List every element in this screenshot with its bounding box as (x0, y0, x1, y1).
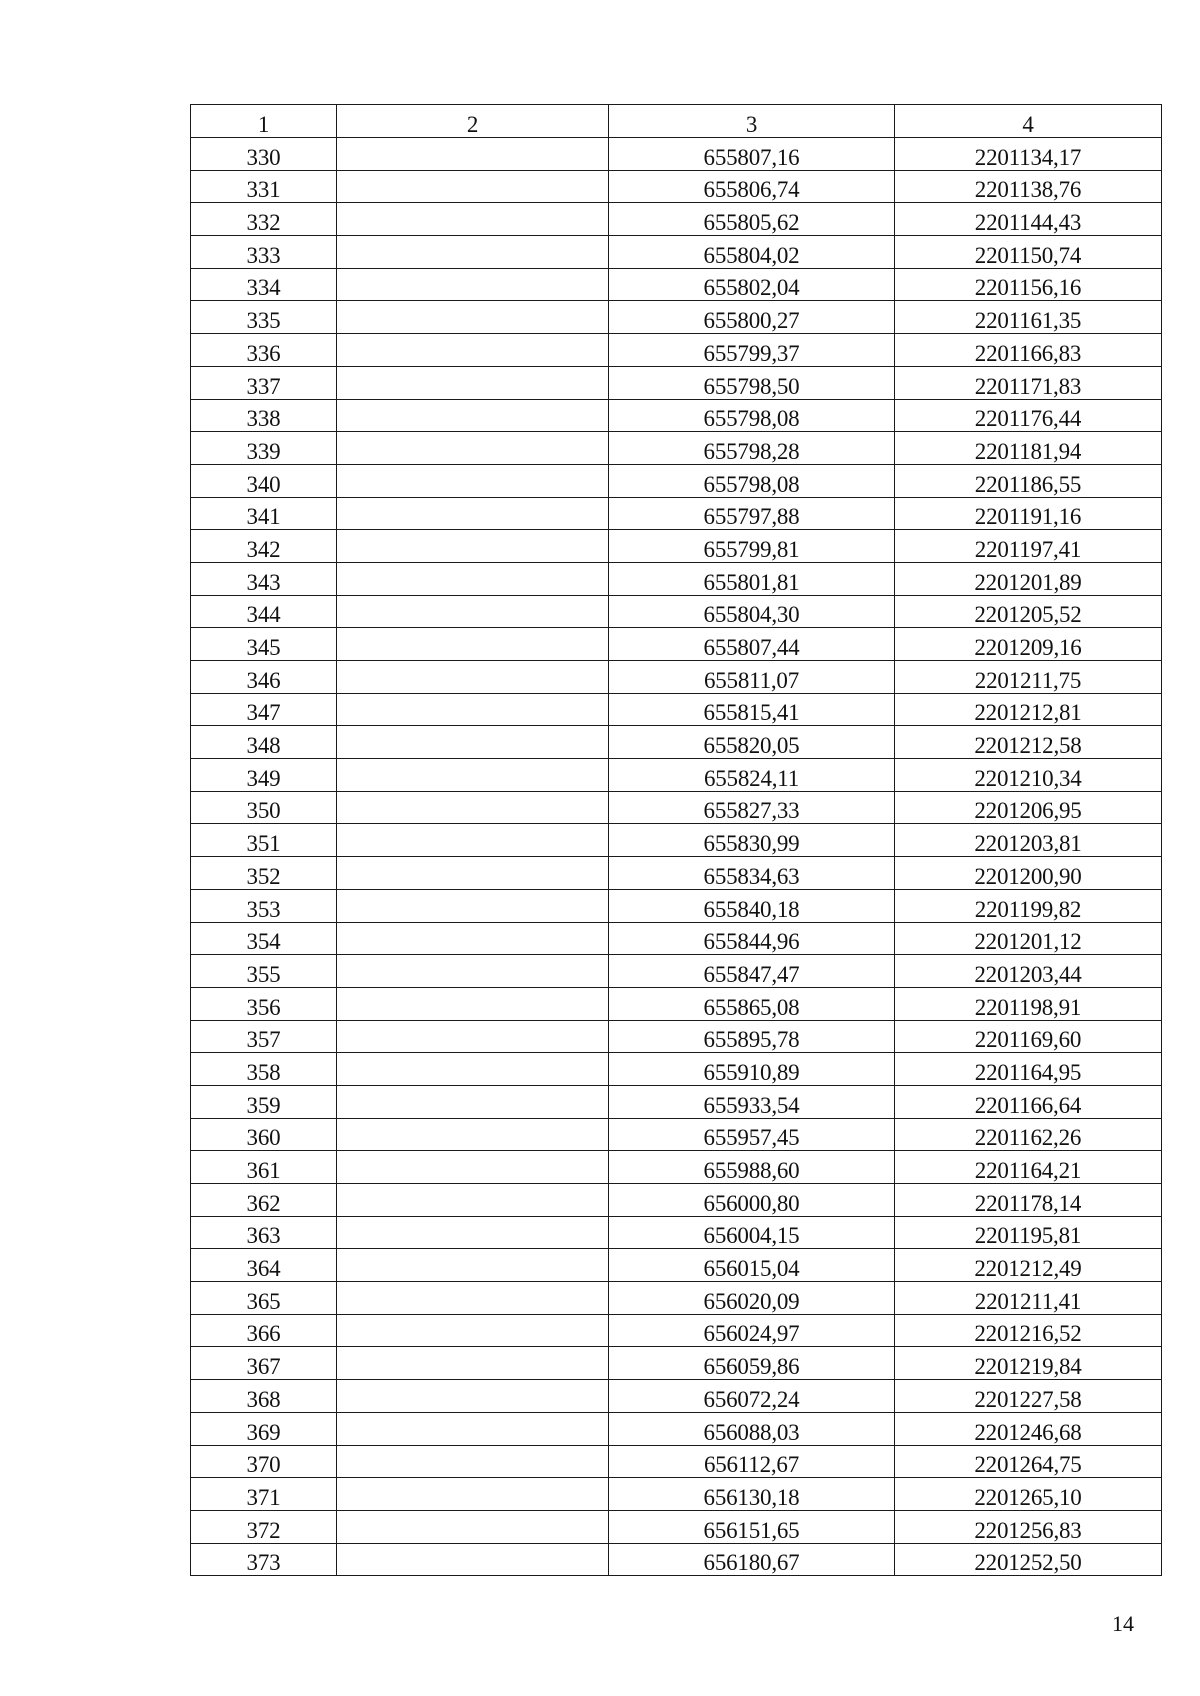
coordinate-y: 2201169,60 (895, 1020, 1162, 1053)
empty-cell (337, 1347, 609, 1380)
point-number: 369 (191, 1412, 337, 1445)
coordinate-x: 656004,15 (609, 1216, 895, 1249)
coordinate-x: 655798,50 (609, 366, 895, 399)
point-number: 339 (191, 432, 337, 465)
point-number: 363 (191, 1216, 337, 1249)
empty-cell (337, 497, 609, 530)
table-row (191, 1314, 1162, 1347)
coordinate-y: 2201166,64 (895, 1085, 1162, 1118)
point-number: 343 (191, 562, 337, 595)
table-row (191, 1085, 1162, 1118)
coordinate-y: 2201162,26 (895, 1118, 1162, 1151)
coordinate-y: 2201219,84 (895, 1347, 1162, 1380)
empty-cell (337, 726, 609, 759)
empty-cell (337, 399, 609, 432)
header-row (191, 105, 1162, 138)
coordinate-y: 2201134,17 (895, 138, 1162, 171)
empty-cell (337, 268, 609, 301)
table-row (191, 268, 1162, 301)
point-number: 341 (191, 497, 337, 530)
coordinate-x: 655957,45 (609, 1118, 895, 1151)
coordinate-x: 656015,04 (609, 1249, 895, 1282)
coordinate-y: 2201186,55 (895, 464, 1162, 497)
point-number: 367 (191, 1347, 337, 1380)
header-col-3: 3 (609, 105, 895, 138)
coordinate-x: 655806,74 (609, 170, 895, 203)
point-number: 338 (191, 399, 337, 432)
coordinate-x: 655824,11 (609, 759, 895, 792)
point-number: 330 (191, 138, 337, 171)
empty-cell (337, 1412, 609, 1445)
coordinate-y: 2201252,50 (895, 1543, 1162, 1576)
coordinate-y: 2201265,10 (895, 1478, 1162, 1511)
coordinate-x: 655804,02 (609, 236, 895, 269)
point-number: 331 (191, 170, 337, 203)
table-row (191, 693, 1162, 726)
point-number: 364 (191, 1249, 337, 1282)
table-row (191, 562, 1162, 595)
header-col-2: 2 (337, 105, 609, 138)
table-row (191, 922, 1162, 955)
table-row (191, 1412, 1162, 1445)
coordinate-y: 2201164,21 (895, 1151, 1162, 1184)
empty-cell (337, 987, 609, 1020)
empty-cell (337, 1282, 609, 1315)
empty-cell (337, 955, 609, 988)
coordinate-x: 655827,33 (609, 791, 895, 824)
table-row (191, 1445, 1162, 1478)
empty-cell (337, 562, 609, 595)
table-row (191, 1184, 1162, 1217)
coordinate-y: 2201191,16 (895, 497, 1162, 530)
table-row (191, 791, 1162, 824)
empty-cell (337, 1085, 609, 1118)
coordinate-y: 2201138,76 (895, 170, 1162, 203)
coordinate-y: 2201201,12 (895, 922, 1162, 955)
point-number: 351 (191, 824, 337, 857)
coordinate-x: 655988,60 (609, 1151, 895, 1184)
empty-cell (337, 595, 609, 628)
point-number: 354 (191, 922, 337, 955)
point-number: 373 (191, 1543, 337, 1576)
empty-cell (337, 824, 609, 857)
coordinate-x: 655802,04 (609, 268, 895, 301)
coordinate-x: 655799,37 (609, 334, 895, 367)
header-col-1: 1 (191, 105, 337, 138)
coordinate-y: 2201206,95 (895, 791, 1162, 824)
point-number: 349 (191, 759, 337, 792)
coordinate-y: 2201200,90 (895, 857, 1162, 890)
coordinate-y: 2201164,95 (895, 1053, 1162, 1086)
coordinate-y: 2201171,83 (895, 366, 1162, 399)
coordinate-x: 655798,08 (609, 399, 895, 432)
coordinate-x: 656059,86 (609, 1347, 895, 1380)
point-number: 366 (191, 1314, 337, 1347)
table-row (191, 1053, 1162, 1086)
empty-cell (337, 693, 609, 726)
coordinate-x: 656088,03 (609, 1412, 895, 1445)
coordinate-y: 2201264,75 (895, 1445, 1162, 1478)
coordinate-y: 2201198,91 (895, 987, 1162, 1020)
empty-cell (337, 1020, 609, 1053)
empty-cell (337, 1118, 609, 1151)
empty-cell (337, 889, 609, 922)
coordinate-y: 2201197,41 (895, 530, 1162, 563)
coordinate-x: 656130,18 (609, 1478, 895, 1511)
point-number: 342 (191, 530, 337, 563)
coordinate-x: 655834,63 (609, 857, 895, 890)
table-row (191, 661, 1162, 694)
table-row (191, 1249, 1162, 1282)
coordinate-x: 655798,28 (609, 432, 895, 465)
coordinate-y: 2201203,44 (895, 955, 1162, 988)
point-number: 358 (191, 1053, 337, 1086)
coordinate-x: 655804,30 (609, 595, 895, 628)
coordinate-x: 656000,80 (609, 1184, 895, 1217)
point-number: 335 (191, 301, 337, 334)
coordinate-y: 2201150,74 (895, 236, 1162, 269)
empty-cell (337, 1510, 609, 1543)
point-number: 371 (191, 1478, 337, 1511)
point-number: 345 (191, 628, 337, 661)
point-number: 365 (191, 1282, 337, 1315)
empty-cell (337, 1216, 609, 1249)
empty-cell (337, 464, 609, 497)
empty-cell (337, 922, 609, 955)
table-row (191, 1478, 1162, 1511)
coordinate-y: 2201156,16 (895, 268, 1162, 301)
point-number: 357 (191, 1020, 337, 1053)
table-row (191, 399, 1162, 432)
empty-cell (337, 1249, 609, 1282)
point-number: 350 (191, 791, 337, 824)
coordinate-y: 2201212,81 (895, 693, 1162, 726)
empty-cell (337, 432, 609, 465)
coordinate-x: 655800,27 (609, 301, 895, 334)
coordinate-x: 655797,88 (609, 497, 895, 530)
empty-cell (337, 661, 609, 694)
coordinate-y: 2201195,81 (895, 1216, 1162, 1249)
point-number: 344 (191, 595, 337, 628)
table-row (191, 464, 1162, 497)
table-row (191, 1282, 1162, 1315)
table-row (191, 595, 1162, 628)
table-row (191, 1151, 1162, 1184)
coordinate-x: 655865,08 (609, 987, 895, 1020)
point-number: 346 (191, 661, 337, 694)
table-row (191, 497, 1162, 530)
table-row (191, 726, 1162, 759)
table-row (191, 987, 1162, 1020)
table-row (191, 1216, 1162, 1249)
coordinates-table (190, 104, 1162, 1576)
empty-cell (337, 1380, 609, 1413)
point-number: 340 (191, 464, 337, 497)
coordinate-x: 655815,41 (609, 693, 895, 726)
coordinate-y: 2201161,35 (895, 301, 1162, 334)
coordinate-x: 655820,05 (609, 726, 895, 759)
coordinate-y: 2201166,83 (895, 334, 1162, 367)
point-number: 355 (191, 955, 337, 988)
coordinate-y: 2201212,49 (895, 1249, 1162, 1282)
table-row (191, 889, 1162, 922)
coordinate-x: 655830,99 (609, 824, 895, 857)
coordinate-y: 2201227,58 (895, 1380, 1162, 1413)
table-row (191, 1510, 1162, 1543)
coordinate-y: 2201216,52 (895, 1314, 1162, 1347)
table-row (191, 759, 1162, 792)
coordinate-y: 2201176,44 (895, 399, 1162, 432)
coordinate-x: 655801,81 (609, 562, 895, 595)
coordinate-y: 2201211,75 (895, 661, 1162, 694)
table-row (191, 432, 1162, 465)
coordinate-y: 2201199,82 (895, 889, 1162, 922)
table-row (191, 236, 1162, 269)
point-number: 359 (191, 1085, 337, 1118)
coordinate-y: 2201256,83 (895, 1510, 1162, 1543)
coordinate-x: 656024,97 (609, 1314, 895, 1347)
coordinate-x: 655805,62 (609, 203, 895, 236)
empty-cell (337, 791, 609, 824)
empty-cell (337, 366, 609, 399)
coordinate-x: 655910,89 (609, 1053, 895, 1086)
coordinate-y: 2201205,52 (895, 595, 1162, 628)
table-body (191, 138, 1162, 1576)
point-number: 370 (191, 1445, 337, 1478)
empty-cell (337, 1543, 609, 1576)
table-row (191, 334, 1162, 367)
coordinate-x: 656020,09 (609, 1282, 895, 1315)
empty-cell (337, 236, 609, 269)
table-row (191, 301, 1162, 334)
table-row (191, 366, 1162, 399)
point-number: 337 (191, 366, 337, 399)
coordinate-x: 655933,54 (609, 1085, 895, 1118)
point-number: 353 (191, 889, 337, 922)
coordinate-x: 656180,67 (609, 1543, 895, 1576)
empty-cell (337, 334, 609, 367)
table-row (191, 1020, 1162, 1053)
coordinate-x: 656112,67 (609, 1445, 895, 1478)
empty-cell (337, 203, 609, 236)
empty-cell (337, 1151, 609, 1184)
coordinate-y: 2201144,43 (895, 203, 1162, 236)
coordinate-y: 2201181,94 (895, 432, 1162, 465)
page-number: 14 (1112, 1611, 1134, 1636)
table-row (191, 530, 1162, 563)
coordinate-y: 2201211,41 (895, 1282, 1162, 1315)
coordinate-x: 656151,65 (609, 1510, 895, 1543)
coordinate-y: 2201212,58 (895, 726, 1162, 759)
coordinate-x: 655811,07 (609, 661, 895, 694)
coordinate-x: 655844,96 (609, 922, 895, 955)
table-row (191, 138, 1162, 171)
empty-cell (337, 1053, 609, 1086)
table-row (191, 1543, 1162, 1576)
point-number: 332 (191, 203, 337, 236)
point-number: 352 (191, 857, 337, 890)
coordinate-x: 655799,81 (609, 530, 895, 563)
table-row (191, 203, 1162, 236)
empty-cell (337, 301, 609, 334)
coordinate-x: 655895,78 (609, 1020, 895, 1053)
coordinate-x: 656072,24 (609, 1380, 895, 1413)
empty-cell (337, 857, 609, 890)
coordinate-y: 2201203,81 (895, 824, 1162, 857)
empty-cell (337, 1445, 609, 1478)
point-number: 368 (191, 1380, 337, 1413)
table-row (191, 628, 1162, 661)
empty-cell (337, 1478, 609, 1511)
table-header (191, 105, 1162, 138)
table-row (191, 170, 1162, 203)
coordinate-y: 2201210,34 (895, 759, 1162, 792)
point-number: 362 (191, 1184, 337, 1217)
coordinate-y: 2201178,14 (895, 1184, 1162, 1217)
point-number: 348 (191, 726, 337, 759)
coordinate-y: 2201246,68 (895, 1412, 1162, 1445)
coordinate-y: 2201201,89 (895, 562, 1162, 595)
empty-cell (337, 759, 609, 792)
point-number: 360 (191, 1118, 337, 1151)
empty-cell (337, 628, 609, 661)
point-number: 356 (191, 987, 337, 1020)
table-row (191, 824, 1162, 857)
point-number: 333 (191, 236, 337, 269)
table-row (191, 955, 1162, 988)
empty-cell (337, 138, 609, 171)
table-row (191, 1118, 1162, 1151)
empty-cell (337, 530, 609, 563)
empty-cell (337, 170, 609, 203)
coordinate-y: 2201209,16 (895, 628, 1162, 661)
coordinate-x: 655807,16 (609, 138, 895, 171)
header-col-4: 4 (895, 105, 1162, 138)
empty-cell (337, 1184, 609, 1217)
coordinate-x: 655840,18 (609, 889, 895, 922)
point-number: 361 (191, 1151, 337, 1184)
empty-cell (337, 1314, 609, 1347)
point-number: 372 (191, 1510, 337, 1543)
point-number: 336 (191, 334, 337, 367)
coordinate-x: 655798,08 (609, 464, 895, 497)
coordinate-x: 655847,47 (609, 955, 895, 988)
table-row (191, 857, 1162, 890)
point-number: 334 (191, 268, 337, 301)
coordinate-x: 655807,44 (609, 628, 895, 661)
point-number: 347 (191, 693, 337, 726)
table-row (191, 1347, 1162, 1380)
table-row (191, 1380, 1162, 1413)
